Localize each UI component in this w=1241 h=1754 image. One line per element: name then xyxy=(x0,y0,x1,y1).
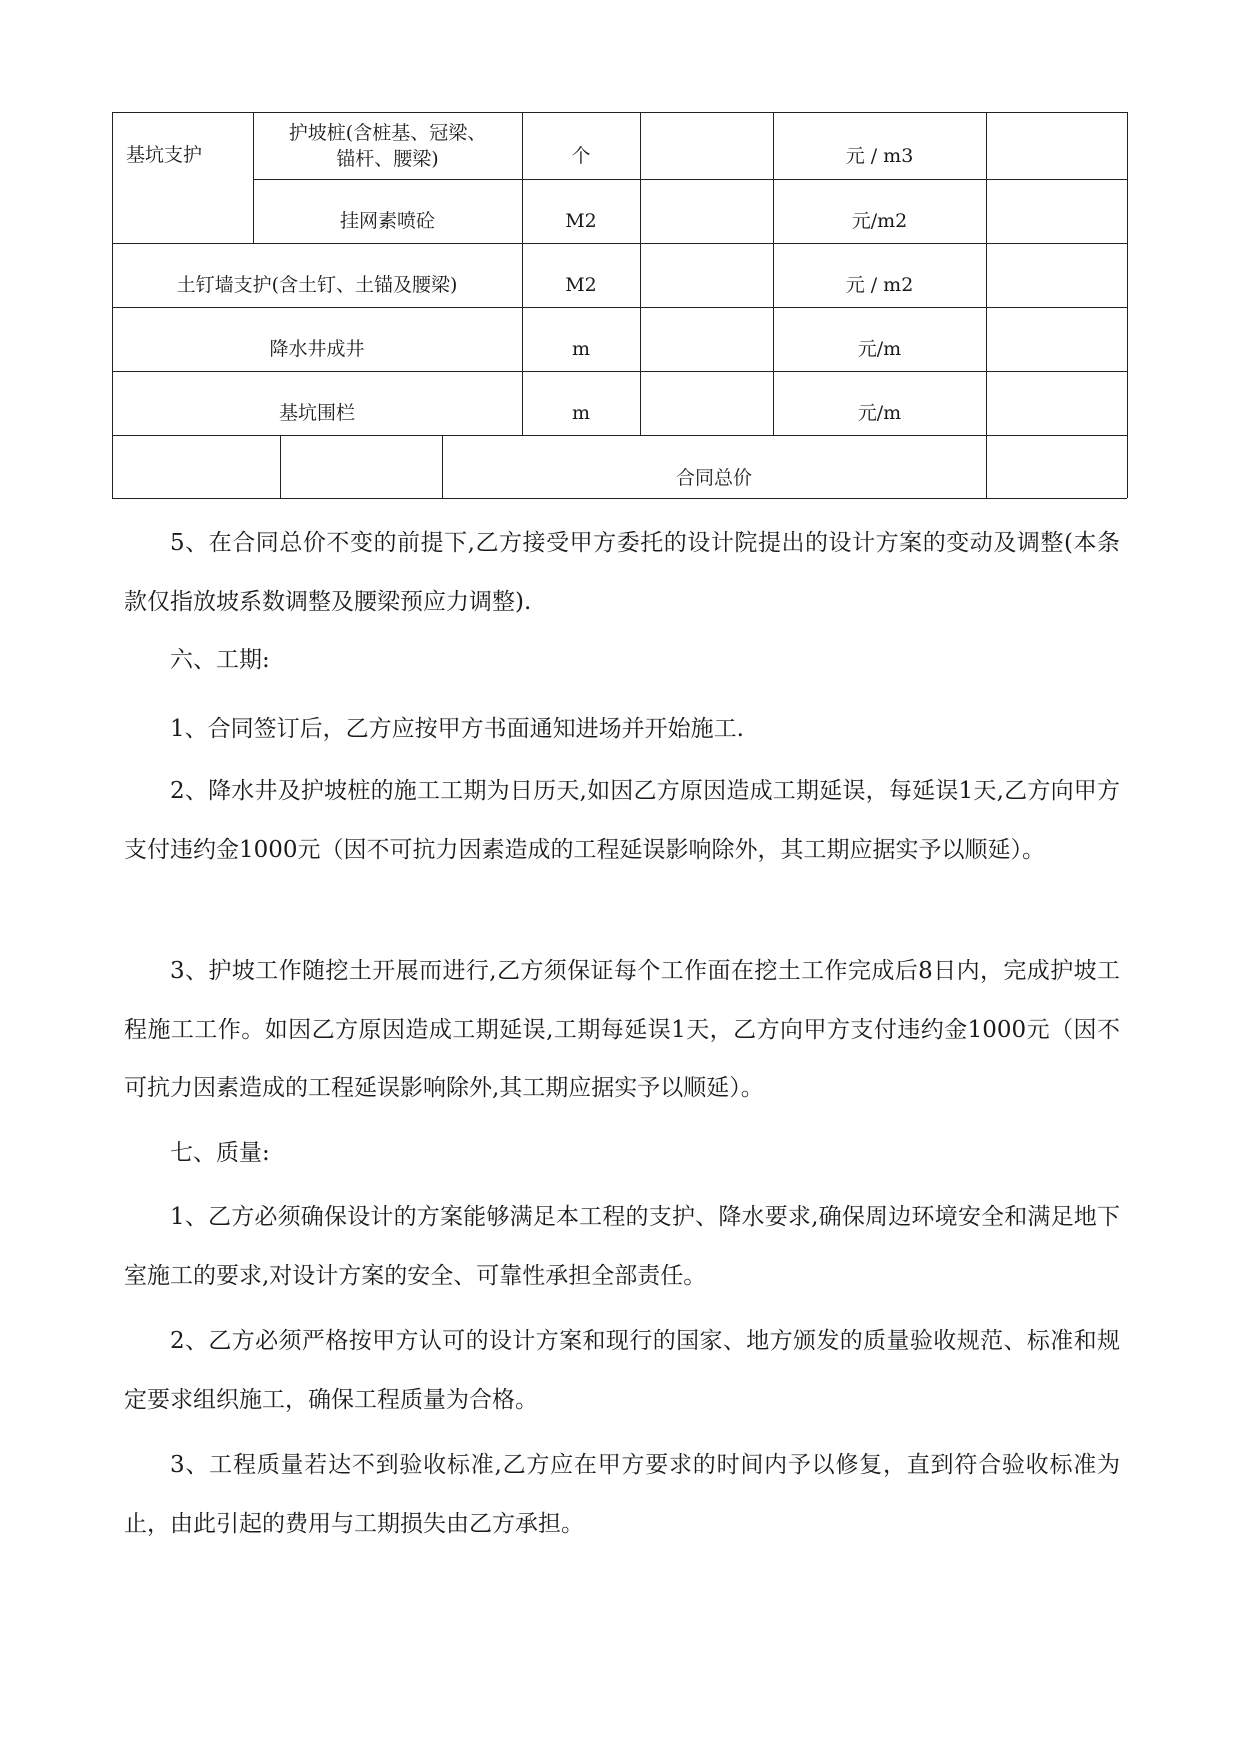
cell-item: 降水井成井 xyxy=(269,338,365,360)
cell-unit: M2 xyxy=(565,274,597,296)
cell-item xyxy=(253,112,522,179)
section-heading-quality: 七、质量: xyxy=(170,1140,270,1166)
cell-item-line2: 锚杆、腰梁) xyxy=(336,147,439,170)
clause-quality-2: 2、乙方必须严格按甲方认可的设计方案和现行的国家、地方颁发的质量验收规范、标准和规定要求组织施工，确保工程质量为合格。 xyxy=(124,1328,1120,1413)
cell-item: 基坑围栏 xyxy=(278,402,355,424)
clause-quality-1: 1、乙方必须确保设计的方案能够满足本工程的支护、降水要求,确保周边环境安全和满足地下室施工的要求,对设计方案的安全、可靠性承担全部责任。 xyxy=(124,1204,1120,1289)
cell-unit: m xyxy=(571,338,591,360)
section-heading-schedule: 六、工期: xyxy=(170,647,270,673)
clause-schedule-1: 1、合同签订后，乙方应按甲方书面通知进场并开始施工. xyxy=(170,716,744,742)
cell-unit: m xyxy=(571,402,591,424)
cell-unit-price: 元/m2 xyxy=(851,210,908,232)
clause-schedule-2: 2、降水井及护坡桩的施工工期为日历天,如因乙方原因造成工期延误，每延误1天,乙方向甲方支付违约金1000元（因不可抗力因素造成的工程延误影响除外，其工期应据实予以顺延）。 xyxy=(124,778,1120,863)
cell-item-line1: 护坡桩(含桩基、冠梁、 xyxy=(288,121,487,144)
cell-total-label: 合同总价 xyxy=(675,466,752,489)
cell-item: 挂网素喷砼 xyxy=(339,210,435,232)
cell-unit-price: 元/m xyxy=(857,338,902,360)
cell-unit-price: 元 / m3 xyxy=(845,144,914,167)
clause-schedule-3: 3、护坡工作随挖土开展而进行,乙方须保证每个工作面在挖土工作完成后8日内，完成护坡工程施工工作。如因乙方原因造成工期延误,工期每延误1天，乙方向甲方支付违约金1000元（因不可抗力因素造成的工程延误影响除外,其工期应据实予以顺延）。 xyxy=(124,958,1120,1101)
clause-5: 5、在合同总价不变的前提下,乙方接受甲方委托的设计院提出的设计方案的变动及调整(本条款仅指放坡系数调整及腰梁预应力调整). xyxy=(124,530,1120,615)
clause-quality-3: 3、工程质量若达不到验收标准,乙方应在甲方要求的时间内予以修复，直到符合验收标准为止，由此引起的费用与工期损失由乙方承担。 xyxy=(124,1452,1120,1537)
cell-unit: 个 xyxy=(571,144,591,167)
cell-unit: M2 xyxy=(565,210,597,232)
cell-unit-price: 元/m xyxy=(857,402,902,424)
cell-item: 土钉墙支护(含土钉、土锚及腰梁) xyxy=(176,274,458,296)
cell-unit-price: 元 / m2 xyxy=(845,274,914,296)
cell-category: 基坑支护 xyxy=(126,144,203,166)
